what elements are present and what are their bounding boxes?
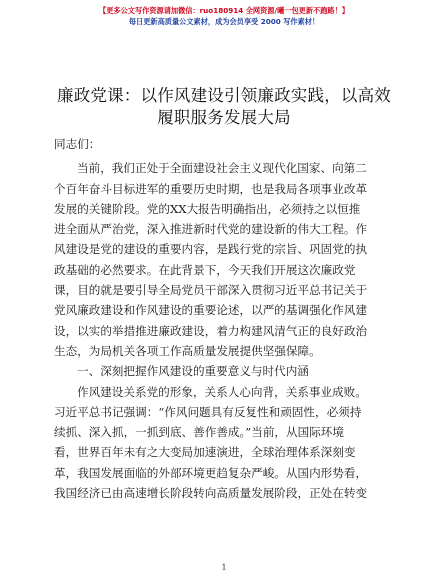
body-text-line: 一、深刻把握作风建设的重要意义与时代内涵 (77, 364, 309, 379)
document-title (50, 85, 398, 129)
body-text-line: 当前，我们正处于全面建设社会主义现代化国家、向第二 (77, 161, 367, 176)
body-text-line: 生态，为局机关各项工作高质量发展提供坚强保障。 (54, 343, 321, 358)
page-number: 1 (221, 563, 227, 572)
promo-banner-line-1: 【更多公文写作资源请加微信：ruo180914 全网资源/曦一包更新不跑路！】 (99, 6, 349, 15)
body-text-line: 习近平总书记强调：“作风问题具有反复性和顽固性，必须持 (54, 404, 362, 419)
body-text-line: 看，世界百年未有之大变局加速演进，全球治理体系深刻变 (54, 445, 356, 460)
body-text-line: 风建设是党的建设的重要内容，是践行党的宗旨、巩固党的执 (54, 242, 368, 257)
body-text-line: 个百年奋斗目标进军的重要历史时期，也是我局各项事业改革 (54, 181, 368, 196)
body-text-line: 进全面从严治党，深入推进新时代党的建设新的伟大工程。作 (54, 222, 368, 237)
body-text-line: 政基础的必然要求。在此背景下，今天我们开展这次廉政党 (54, 262, 356, 277)
body-text-line: 课，目的就是要引导全局党员干部深入贯彻习近平总书记关于 (54, 283, 368, 298)
document-title-line: 廉政党课：以作风建设引领廉政实践，以高效 (57, 86, 391, 105)
salutation: 同志们： (54, 137, 101, 151)
body-text-line: 续抓、深入抓，一抓到底、善作善成。”当前，从国际环境 (54, 425, 344, 440)
body-text (54, 158, 394, 503)
body-text-line: 党风廉政建设和作风建设的重要论述，以严的基调强化作风建 (54, 303, 368, 318)
body-text-line: 作风建设关系党的形象，关系人心向背，关系事业成败。 (77, 384, 367, 399)
body-text-line: 设，以实的举措推进廉政建设，着力构建风清气正的良好政治 (54, 323, 368, 338)
promo-banner (0, 5, 448, 27)
body-text-line: 我国经济已由高速增长阶段转向高质量发展阶段，正处在转变 (54, 486, 368, 501)
document-body (54, 134, 394, 503)
body-text-line: 发展的关键阶段。党的XX大报告明确指出，必须持之以恒推 (54, 201, 361, 216)
body-text-line: 革，我国发展面临的外部环境更趋复杂严峻。从国内形势看， (54, 465, 368, 480)
document-title-line: 履职服务发展大局 (157, 108, 291, 127)
promo-banner-line-2: 每日更新高质量公文素材，成为会员享受 2000 写作素材！ (128, 17, 320, 26)
